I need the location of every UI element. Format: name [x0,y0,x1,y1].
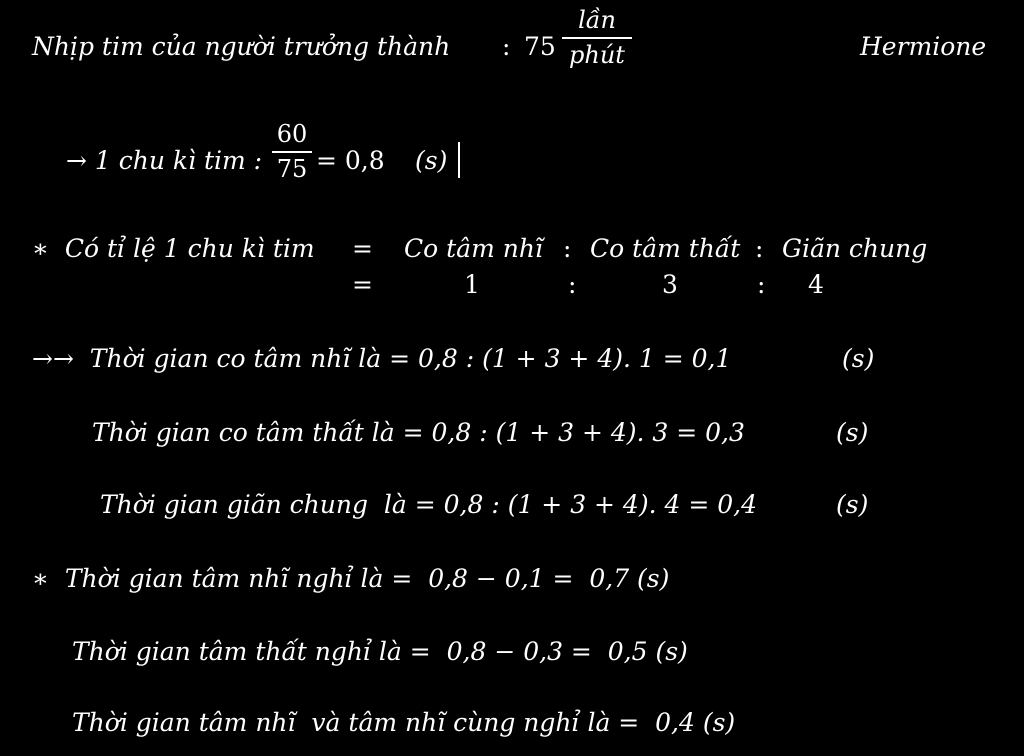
fraction-bar [562,37,632,39]
author-name: Hermione [860,32,987,61]
ventricular-contraction-unit: (s) [836,418,869,447]
ratio-separator: : [757,270,766,299]
ratio-value-ventricular: 3 [662,270,678,299]
cycle-unit: (s) [415,146,448,175]
ratio-separator: : [563,234,572,263]
cycle-fraction [272,120,312,183]
combined-rest-time: Thời gian tâm nhĩ và tâm nhĩ cùng nghỉ là = 0,4 (s) [72,708,736,737]
atrial-contraction-unit: (s) [842,344,875,373]
ratio-separator: : [755,234,764,263]
heart-rate-unit-fraction [562,6,632,69]
ratio-separator: : [568,270,577,299]
ratio-value-relax: 4 [808,270,824,299]
ratio-value-atrial: 1 [464,270,480,299]
heart-rate-label: Nhịp tim của người trưởng thành [32,32,451,61]
text-cursor [458,142,460,178]
unit-numerator: lần [578,6,616,34]
ratio-label: ∗ Có tỉ lệ 1 chu kì tim [32,234,315,263]
atrial-contraction-time: →→ Thời gian co tâm nhĩ là = 0,8 : (1 + 3 + 4). 1 = 0,1 [32,344,732,373]
relax-unit: (s) [836,490,869,519]
relax-time: Thời gian giãn chung là = 0,8 : (1 + 3 + 4). 4 = 0,4 [100,490,757,519]
ratio-header-ventricular: Co tâm thất [590,234,741,263]
heart-rate-value: 75 [524,32,556,61]
ratio-equals-1: = [352,234,373,263]
unit-denominator: phút [569,41,625,69]
ratio-header-atrial: Co tâm nhĩ [404,234,543,263]
ventricular-contraction-time: Thời gian co tâm thất là = 0,8 : (1 + 3 + 4). 3 = 0,3 [92,418,745,447]
ventricular-rest-time: Thời gian tâm thất nghỉ là = 0,8 − 0,3 = 0,5 (s) [72,637,688,666]
atrial-rest-time: ∗ Thời gian tâm nhĩ nghỉ là = 0,8 − 0,1 = 0,7 (s) [32,564,670,593]
ratio-header-relax: Giãn chung [782,234,928,263]
cycle-denominator: 75 [276,155,308,183]
cycle-label: → 1 chu kì tim : [66,146,263,175]
fraction-bar [272,151,312,153]
ratio-equals-2: = [352,270,373,299]
cycle-result: = 0,8 [316,146,385,175]
heart-rate-colon: : [502,32,511,61]
cycle-numerator: 60 [276,120,308,148]
